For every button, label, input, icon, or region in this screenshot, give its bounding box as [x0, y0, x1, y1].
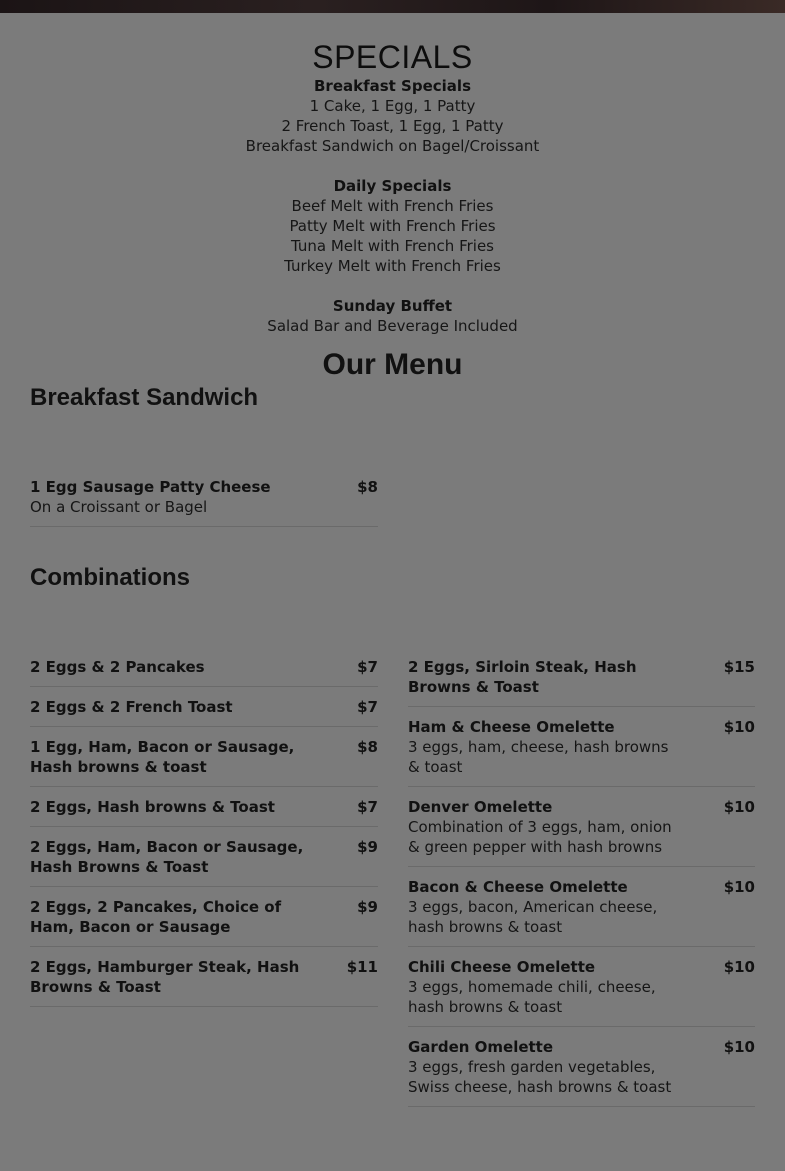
menu-item-description: On a Croissant or Bagel — [30, 498, 208, 516]
menu-item-price: $11 — [346, 958, 378, 976]
menu-item — [30, 827, 378, 887]
menu-item-name: 2 Eggs, Hash browns & Toast — [30, 798, 275, 816]
menu-item-name: 1 Egg Sausage Patty Cheese — [30, 478, 271, 496]
menu-item-price: $10 — [723, 1038, 755, 1056]
specials-group-heading: Daily Specials — [333, 177, 452, 195]
menu-item-name: Garden Omelette — [408, 1038, 554, 1056]
menu-item-name: Denver Omelette — [408, 798, 553, 816]
specials-group-heading: Breakfast Specials — [313, 77, 471, 95]
combinations-left-list — [30, 647, 378, 1007]
specials-line: Tuna Melt with French Fries — [291, 237, 494, 255]
menu-item-price: $7 — [357, 798, 378, 816]
menu-item-price: $8 — [357, 738, 378, 756]
menu-item-name: 2 Eggs, Sirloin Steak, Hash Browns & Toast — [408, 658, 637, 696]
menu-title: Our Menu — [322, 348, 463, 381]
menu-item-description: 3 eggs, homemade chili, cheese, hash browns & toast — [408, 978, 656, 1016]
menu-item — [30, 727, 378, 787]
menu-item-name: 2 Eggs & 2 French Toast — [30, 698, 233, 716]
specials-line: Beef Melt with French Fries — [291, 197, 494, 215]
combinations-right-list — [408, 647, 755, 1107]
menu-item-price: $15 — [723, 658, 755, 676]
menu-item-name: Bacon & Cheese Omelette — [408, 878, 628, 896]
menu-item-name: 2 Eggs & 2 Pancakes — [30, 658, 205, 676]
section-title-breakfast-sandwich: Breakfast Sandwich — [30, 384, 259, 411]
specials-line: Turkey Melt with French Fries — [284, 257, 501, 275]
menu-item — [408, 947, 755, 1027]
specials-section — [0, 38, 785, 356]
specials-title: SPECIALS — [312, 39, 473, 75]
menu-item-description: 3 eggs, fresh garden vegetables, Swiss cheese, hash browns & toast — [408, 1058, 672, 1096]
menu-item-name: 2 Eggs, Ham, Bacon or Sausage, Hash Browns & Toast — [30, 838, 304, 876]
menu-item — [30, 947, 378, 1007]
menu-item — [30, 687, 378, 727]
menu-item-description: Combination of 3 eggs, ham, onion & green pepper with hash browns — [408, 818, 672, 856]
menu-item-price: $7 — [357, 698, 378, 716]
menu-item-price: $9 — [357, 838, 378, 856]
menu-item — [408, 867, 755, 947]
menu-item-name: 2 Eggs, 2 Pancakes, Choice of Ham, Bacon or Sausage — [30, 898, 282, 936]
specials-group-heading: Sunday Buffet — [332, 297, 453, 315]
menu-item-description: 3 eggs, ham, cheese, hash browns & toast — [408, 738, 669, 776]
specials-group — [0, 76, 785, 156]
specials-line: Patty Melt with French Fries — [289, 217, 496, 235]
specials-group — [0, 176, 785, 276]
specials-line: Breakfast Sandwich on Bagel/Croissant — [245, 137, 540, 155]
menu-item-name: 1 Egg, Ham, Bacon or Sausage, Hash browns & toast — [30, 738, 295, 776]
menu-item-name: Ham & Cheese Omelette — [408, 718, 615, 736]
menu-item-price: $10 — [723, 798, 755, 816]
menu-item — [408, 647, 755, 707]
header-image-strip — [0, 0, 785, 13]
specials-line: 2 French Toast, 1 Egg, 1 Patty — [281, 117, 504, 135]
specials-line: Salad Bar and Beverage Included — [267, 317, 518, 335]
menu-item — [30, 787, 378, 827]
specials-line: 1 Cake, 1 Egg, 1 Patty — [309, 97, 476, 115]
menu-item-price: $9 — [357, 898, 378, 916]
section-title-combinations: Combinations — [30, 564, 190, 591]
menu-item — [30, 647, 378, 687]
menu-item-price: $10 — [723, 718, 755, 736]
menu-item — [30, 887, 378, 947]
menu-item — [408, 787, 755, 867]
menu-item — [408, 1027, 755, 1107]
menu-item — [30, 467, 378, 527]
specials-group — [0, 296, 785, 336]
menu-item-price: $8 — [357, 478, 378, 496]
menu-item — [408, 707, 755, 787]
menu-item-name: Chili Cheese Omelette — [408, 958, 596, 976]
menu-item-description: 3 eggs, bacon, American cheese, hash browns & toast — [408, 898, 658, 936]
specials-groups — [0, 76, 785, 336]
breakfast-sandwich-list — [30, 467, 378, 527]
menu-item-price: $10 — [723, 878, 755, 896]
menu-item-price: $10 — [723, 958, 755, 976]
menu-item-name: 2 Eggs, Hamburger Steak, Hash Browns & Toast — [30, 958, 300, 996]
menu-item-price: $7 — [357, 658, 378, 676]
